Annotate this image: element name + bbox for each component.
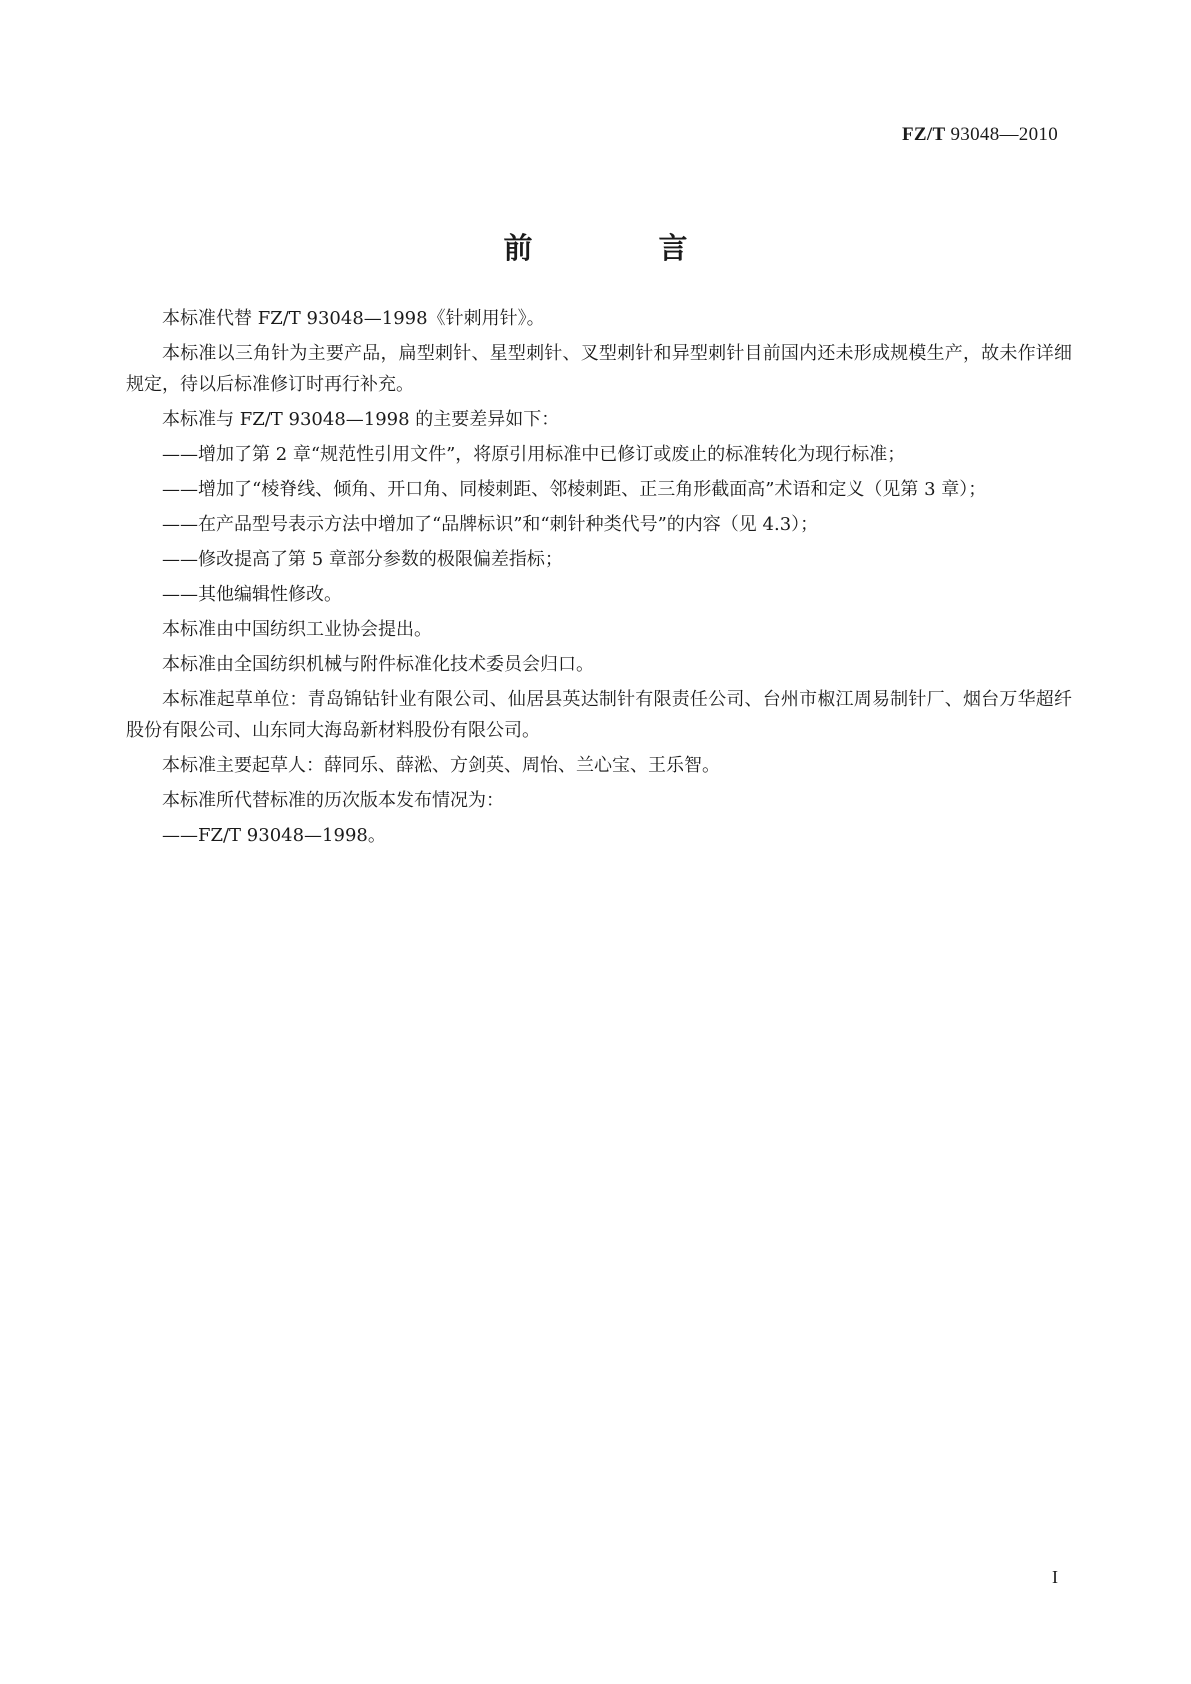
list-item-difference: ——增加了第 2 章“规范性引用文件”，将原引用标准中已修订或废止的标准转化为现行标准； — [162, 444, 906, 465]
paragraph-scope: 本标准以三角针为主要产品，扁型刺针、星型刺针、叉型刺针和异型刺针目前国内还未形成规模生产，故未作详细规定，待以后标准修订时再行补充。 — [126, 343, 1072, 395]
foreword-body — [126, 303, 1072, 855]
document-code — [902, 124, 1058, 146]
page-title: 前 言 — [503, 231, 746, 265]
paragraph-proposed-by: 本标准由中国纺织工业协会提出。 — [162, 619, 432, 640]
paragraph-supersedes: 本标准代替 FZ/T 93048—1998《针刺用针》。 — [162, 308, 545, 329]
paragraph-differences-intro: 本标准与 FZ/T 93048—1998 的主要差异如下： — [162, 409, 560, 430]
paragraph-drafting-units: 本标准起草单位：青岛锦钻针业有限公司、仙居县英达制针有限责任公司、台州市椒江周易制针厂、烟台万华超纤股份有限公司、山东同大海岛新材料股份有限公司。 — [126, 689, 1072, 741]
page-number: I — [1052, 1567, 1058, 1587]
paragraph-drafters: 本标准主要起草人：薛同乐、薛淞、方剑英、周怡、兰心宝、王乐智。 — [162, 755, 720, 776]
list-item-difference: ——在产品型号表示方法中增加了“品牌标识”和“刺针种类代号”的内容（见 4.3）； — [162, 514, 819, 535]
list-item-difference: ——其他编辑性修改。 — [162, 584, 342, 605]
paragraph-under-jurisdiction: 本标准由全国纺织机械与附件标准化技术委员会归口。 — [162, 654, 594, 675]
document-code-prefix: FZ/T — [902, 124, 946, 145]
document-code-number: 93048—2010 — [950, 124, 1058, 145]
list-item-history: ——FZ/T 93048—1998。 — [162, 825, 386, 846]
list-item-difference: ——增加了“棱脊线、倾角、开口角、同棱刺距、邻棱刺距、正三角形截面高”术语和定义（见第 3 章）； — [162, 479, 987, 500]
paragraph-history-intro: 本标准所代替标准的历次版本发布情况为： — [162, 790, 504, 811]
list-item-difference: ——修改提高了第 5 章部分参数的极限偏差指标； — [162, 549, 563, 570]
